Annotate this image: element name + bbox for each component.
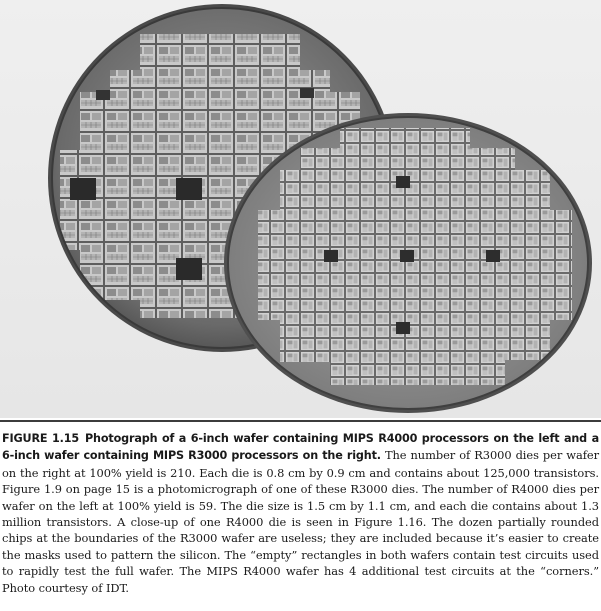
- figure-label: FIGURE 1.15: [2, 432, 79, 445]
- r3000-wafer: [224, 113, 592, 413]
- figure-caption: [2, 430, 599, 596]
- caption-rule: [0, 420, 601, 422]
- figure-caption-body: The number of R3000 dies per wafer on the right at 100% yield is 210. Each die is 0.8 cm by 0.9 cm and contains about 125,000 transistors. Figure 1.9 on page 15 is a photomicrograph of one of these R3000 dies. The number of R4000 dies per wafer on the left at 100% yield is 59. The die size is 1.5 cm by 1.1 cm, and each die contains about 1.3 million transistors. A close-up of one R4000 die is seen in Figure 1.16. The dozen partially rounded chips at the boundaries of the R3000 wafer are useless; they are included because it’s easier to create the masks used to pattern the silicon. The “empty” rectangles in both wafers contain test circuits used to rapidly test the full wafer. The MIPS R4000 wafer has 4 additional test circuits at the “corners.” Photo courtesy of IDT.: [2, 448, 599, 595]
- figure-caption-title: Photograph of a 6-inch wafer containing MIPS R4000 processors on the left and a 6-inch wafer containing MIPS R3000 processors on the right.: [2, 432, 599, 463]
